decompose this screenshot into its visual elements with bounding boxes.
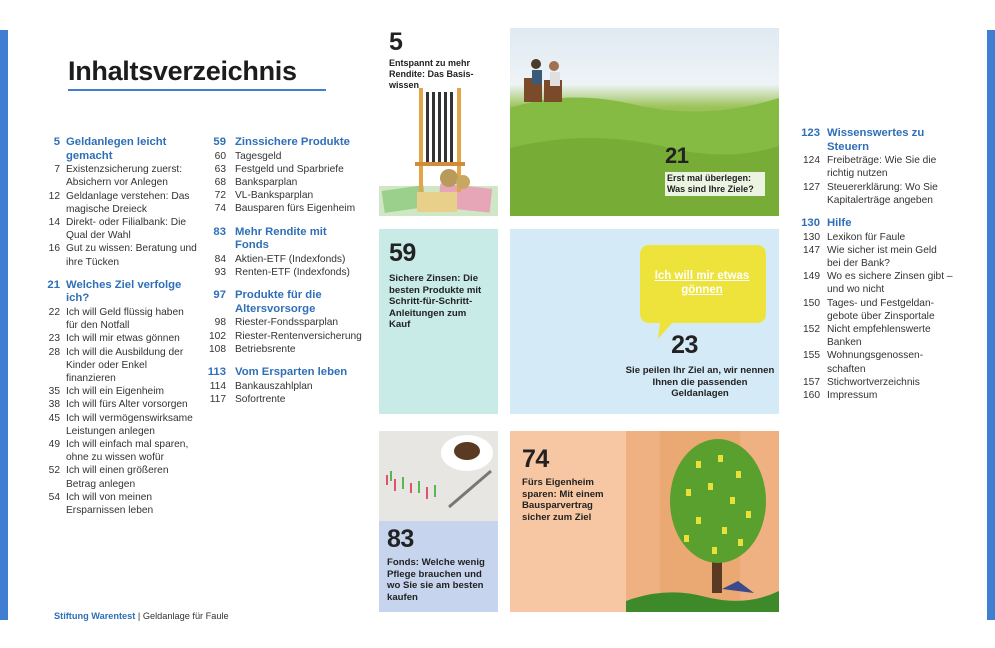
entry-text: Ich will mir etwas gönnen [66, 333, 180, 345]
chart-paper-photo [379, 431, 498, 521]
toc-entry[interactable] [38, 163, 198, 189]
footer-brand: Stiftung Warentest [54, 611, 136, 621]
toc-section[interactable] [38, 279, 198, 306]
tile-target[interactable] [510, 229, 779, 414]
entry-text: Nicht empfehlenswerte Banken [827, 324, 931, 349]
entry-text: Ich will ein Eigenheim [66, 386, 164, 398]
entry-text: Gut zu wissen: Beratung und ihre Tücken [66, 243, 197, 268]
toc-entry[interactable] [38, 216, 198, 242]
entry-text: Ich will einfach mal sparen, ohne zu wissen wofür [66, 439, 189, 464]
toc-entry[interactable] [204, 343, 374, 356]
entry-page: 102 [209, 330, 226, 342]
entry-text: Wie sicher ist mein Geld bei der Bank? [827, 244, 937, 269]
entry-text: VL-Banksparplan [235, 190, 314, 202]
toc-column-1 [38, 136, 198, 517]
toc-entry[interactable] [38, 398, 198, 411]
toc-entry[interactable] [204, 176, 374, 189]
entry-page: 147 [803, 244, 820, 256]
entry-page: 23 [48, 333, 60, 345]
entry-page: 152 [803, 324, 820, 336]
toc-entry[interactable] [790, 231, 960, 244]
entry-page: 149 [803, 271, 820, 283]
entry-page: 7 [54, 164, 60, 176]
toc-entry[interactable] [38, 412, 198, 438]
toc-entry[interactable] [790, 244, 960, 270]
entry-text: Riester-Fondssparplan [235, 317, 339, 329]
entry-page: 12 [48, 190, 60, 202]
entry-text: Tages- und Festgeldangebote über Zinsportale [827, 297, 935, 322]
tile-caption: Fürs Eigenheim sparen: Mit einem Bausparvertrag sicher zum Ziel [522, 477, 604, 523]
entry-page: 127 [803, 181, 820, 193]
entry-text: Ich will fürs Alter vorsorgen [66, 399, 188, 411]
toc-entry[interactable] [204, 380, 374, 393]
tile-caption: Sichere Zinsen: Die besten Produkte mit Schritt-für-Schritt-Anleitungen zum Kauf [389, 273, 482, 330]
entry-text: Impressum [827, 390, 878, 402]
toc-entry[interactable] [790, 154, 960, 180]
entry-page: 124 [803, 155, 820, 167]
toc-entry[interactable] [38, 306, 198, 332]
entry-text: Riester-Rentenversicherung [235, 330, 362, 342]
toc-entry[interactable] [38, 464, 198, 490]
tile-caption: Fonds: Welche wenig Pflege brauchen und wo Sie sie am besten kaufen [387, 557, 485, 603]
entry-page: 60 [214, 150, 226, 162]
toc-entry[interactable] [790, 270, 960, 296]
section-title: Vom Ersparten leben [235, 366, 348, 378]
entry-page: 108 [209, 343, 226, 355]
entry-page: 84 [214, 253, 226, 265]
toc-entry[interactable] [204, 266, 374, 279]
toc-section[interactable] [204, 289, 374, 316]
left-edge-bar [0, 30, 8, 620]
entry-text: Bausparen fürs Eigenheim [235, 203, 356, 215]
entry-page: 63 [214, 163, 226, 175]
toc-section[interactable] [38, 136, 198, 163]
section-page: 130 [801, 217, 820, 229]
entry-text: Lexikon für Faule [827, 231, 906, 243]
toc-section[interactable] [204, 226, 374, 253]
toc-entry[interactable] [204, 189, 374, 202]
entry-page: 160 [803, 390, 820, 402]
section-title: Produkte für die Altersvorsorge [235, 289, 322, 315]
entry-text: Betriebsrente [235, 343, 296, 355]
section-title: Welches Ziel verfolge ich? [66, 278, 182, 305]
toc-entry[interactable] [204, 150, 374, 163]
entry-page: 130 [803, 231, 820, 243]
entry-text: Bankauszahlplan [235, 380, 313, 392]
section-page: 83 [213, 225, 226, 238]
footer-book-title: Geldanlage für Faule [142, 611, 229, 621]
toc-entry[interactable] [790, 297, 960, 323]
entry-page: 52 [48, 465, 60, 477]
entry-text: Geldanlage verstehen: Das magische Dreieck [66, 190, 190, 215]
toc-entry[interactable] [38, 491, 198, 517]
entry-page: 68 [214, 177, 226, 188]
tile-page-number: 5 [389, 28, 403, 56]
section-page: 5 [53, 136, 60, 148]
toc-entry[interactable] [38, 438, 198, 464]
section-page: 21 [47, 278, 60, 291]
tile-page-number: 74 [522, 445, 549, 473]
entry-page: 114 [209, 380, 226, 392]
entry-text: Stichwortverzeichnis [827, 376, 920, 388]
entry-page: 49 [48, 439, 60, 451]
right-edge-bar [987, 30, 995, 620]
bubble-text: Ich will mir etwas gönnen [654, 270, 750, 296]
title-underline [68, 89, 326, 91]
section-title: Wissenswertes zu Steuern [827, 127, 925, 153]
toc-entry[interactable] [38, 190, 198, 216]
entry-text: Ich will Geld flüssig haben für den Notfall [66, 307, 184, 332]
entry-page: 157 [803, 376, 820, 388]
entry-text: Wohnungsgenossenschaften [827, 350, 924, 375]
toc-entry[interactable] [790, 376, 960, 389]
tile-caption: Entspannt zu mehr Rendite: Das Basiswissen [389, 58, 474, 90]
section-page: 97 [213, 289, 226, 302]
footer-separator: | [137, 611, 141, 621]
page-title: Inhaltsverzeichnis [68, 56, 297, 86]
entry-text: Freibeträge: Wie Sie die richtig nutzen [827, 155, 937, 180]
tile-safe-interest[interactable] [379, 229, 498, 414]
deckchair-illustration [379, 86, 498, 216]
toc-entry[interactable] [204, 163, 374, 176]
entry-text: Sofortrente [235, 393, 286, 405]
entry-text: Ich will die Ausbildung der Kinder oder Enkel finanzieren [66, 346, 184, 385]
entry-page: 74 [214, 203, 226, 215]
section-title: Geldanlegen leicht gemacht [66, 136, 167, 162]
toc-column-3 [790, 127, 960, 402]
toc-entry[interactable] [38, 346, 198, 386]
toc-entry[interactable] [38, 242, 198, 268]
entry-text: Ich will einen größeren Betrag anlegen [66, 465, 169, 490]
toc-entry[interactable] [204, 316, 374, 329]
entry-text: Festgeld und Sparbriefe [235, 163, 344, 175]
toc-entry[interactable] [204, 202, 374, 215]
tile-basics[interactable] [379, 28, 498, 216]
toc-entry[interactable] [204, 393, 374, 406]
entry-text: Ich will von meinen Ersparnissen leben [66, 491, 154, 517]
tile-page-number: 83 [387, 525, 414, 553]
tile-caption: Erst mal überlegen: Was sind Ihre Ziele? [665, 172, 765, 196]
entry-text: Renten-ETF (Indexfonds) [235, 267, 350, 278]
toc-entry[interactable] [790, 389, 960, 402]
entry-text: Aktien-ETF (Indexfonds) [235, 253, 346, 265]
entry-text: Existenzsicherung zuerst: Absichern vor Anlegen [66, 164, 183, 189]
entry-text: Steuererklärung: Wo Sie Kapitalerträge angeben [827, 181, 938, 206]
toc-column-2 [204, 136, 374, 406]
entry-page: 22 [48, 307, 60, 318]
tile-page-number: 21 [665, 143, 689, 168]
entry-page: 54 [48, 491, 60, 503]
entry-page: 150 [803, 297, 820, 309]
entry-text: Wo es sichere Zinsen gibt – und wo nicht [827, 271, 953, 296]
entry-page: 38 [48, 399, 60, 411]
toc-entry[interactable] [790, 181, 960, 207]
section-page: 113 [207, 366, 226, 378]
entry-page: 35 [48, 386, 60, 398]
money-tree-illustration [626, 431, 779, 612]
entry-page: 14 [48, 217, 60, 228]
tile-caption: Sie peilen Ihr Ziel an, wir nennen Ihnen die passenden Geldanlagen [625, 365, 775, 399]
toc-entry[interactable] [204, 253, 374, 266]
entry-text: Ich will vermögenswirksame Leistungen anlegen [66, 412, 193, 437]
entry-page: 98 [214, 317, 226, 329]
section-page: 59 [213, 136, 226, 148]
toc-entry[interactable] [38, 332, 198, 345]
tile-goals[interactable] [510, 28, 779, 216]
section-page: 123 [801, 127, 820, 139]
toc-entry[interactable] [790, 323, 960, 349]
entry-page: 155 [803, 350, 820, 362]
entry-text: Direkt- oder Filialbank: Die Qual der Wahl [66, 217, 187, 242]
entry-page: 117 [209, 393, 226, 405]
entry-page: 28 [48, 346, 60, 358]
toc-section[interactable] [790, 127, 960, 154]
toc-entry[interactable] [38, 385, 198, 398]
toc-section[interactable] [204, 366, 374, 380]
entry-text: Tagesgeld [235, 150, 282, 162]
tile-funds[interactable] [379, 431, 498, 612]
section-title: Hilfe [827, 217, 852, 229]
entry-page: 16 [48, 243, 60, 255]
page-footer [54, 611, 229, 621]
entry-text: Banksparplan [235, 177, 298, 188]
section-title: Mehr Rendite mit Fonds [235, 225, 327, 252]
tile-page-number: 23 [671, 331, 698, 359]
toc-entry[interactable] [204, 330, 374, 343]
toc-section[interactable] [790, 217, 960, 231]
section-title: Zinssichere Produkte [235, 136, 350, 148]
toc-entry[interactable] [790, 349, 960, 375]
entry-page: 93 [214, 267, 226, 278]
tile-home[interactable] [510, 431, 779, 612]
entry-page: 45 [48, 412, 60, 424]
toc-section[interactable] [204, 136, 374, 150]
entry-page: 72 [214, 190, 226, 202]
tile-page-number: 59 [389, 239, 416, 267]
